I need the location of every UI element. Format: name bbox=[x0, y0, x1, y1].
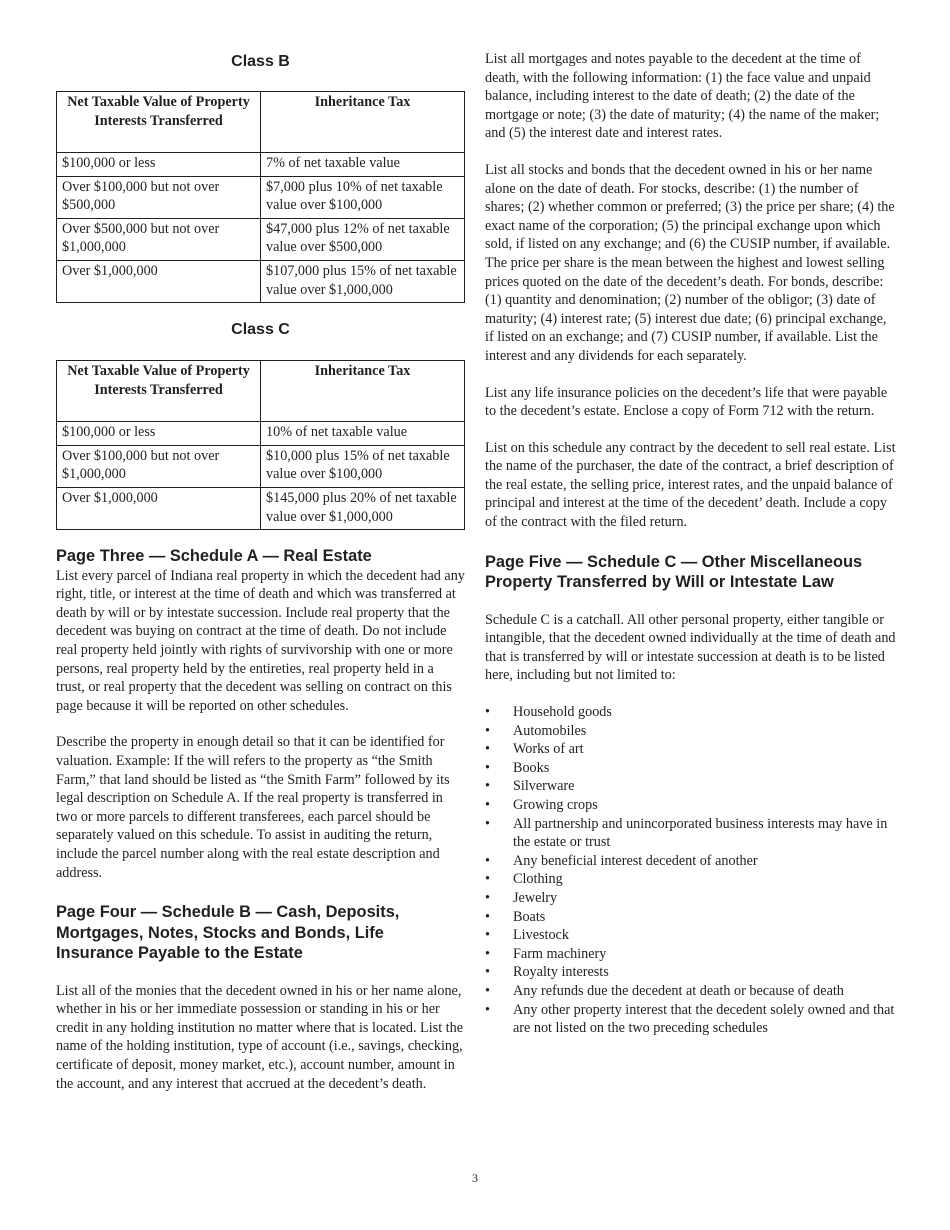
list-item: • Boats bbox=[485, 908, 897, 927]
table-cell: $145,000 plus 20% of net taxable value over $1,000,000 bbox=[261, 487, 465, 529]
list-item: • Clothing bbox=[485, 870, 897, 889]
table-row bbox=[57, 176, 465, 218]
table-cell: Over $100,000 but not over $500,000 bbox=[57, 176, 261, 218]
table-row bbox=[57, 487, 465, 529]
table-cell: Over $1,000,000 bbox=[57, 487, 261, 529]
table-cell: $100,000 or less bbox=[57, 153, 261, 177]
table-row bbox=[57, 260, 465, 302]
class-c-table bbox=[56, 360, 465, 530]
table-row bbox=[57, 153, 465, 177]
schedule-a-heading: Page Three — Schedule A — Real Estate bbox=[56, 547, 372, 566]
left-column bbox=[56, 50, 465, 1093]
column-header: Net Taxable Value of Property Interests Transferred bbox=[57, 361, 261, 422]
table-cell: Over $100,000 but not over $1,000,000 bbox=[57, 445, 261, 487]
list-item: • Growing crops bbox=[485, 796, 897, 815]
column-header: Inheritance Tax bbox=[261, 92, 465, 153]
schedule-c-list bbox=[485, 703, 897, 1038]
list-item: • Books bbox=[485, 759, 897, 778]
table-cell: $7,000 plus 10% of net taxable value over $100,000 bbox=[261, 176, 465, 218]
schedule-c-heading: Page Five — Schedule C — Other Miscellaneous Property Transferred by Will or Intestate Law bbox=[485, 552, 863, 592]
table-cell: Over $500,000 but not over $1,000,000 bbox=[57, 218, 261, 260]
class-b-table bbox=[56, 91, 465, 303]
list-item: • Silverware bbox=[485, 777, 897, 796]
schedule-b-paragraph: List all stocks and bonds that the decedent owned in his or her name alone on the date of death. For stocks, describe: (1) the number of shares; (2) whether common or preferred; (3) the price per share; (4) the exact name of the corporation; (5) the principal exchange upon which sold, if listed on any exchange; and (6) the CUSIP number, if available. The price per share is the mean between the highest and lowest selling prices quoted on the date of the decedent’s death. For bonds, describe: (1) quantity and denomination; (2) number of the obligor; (3) date of maturity; (4) interest rate; (5) interest due date; (6) principal exchange, if listed on an exchange; and (7) CUSIP number, if available. List the interest and any dividends for each separately. bbox=[485, 161, 895, 364]
column-header: Inheritance Tax bbox=[261, 361, 465, 422]
class-b-title: Class B bbox=[231, 53, 290, 70]
list-item: • Any beneficial interest decedent of another bbox=[485, 852, 897, 871]
list-item: • Farm machinery bbox=[485, 945, 897, 964]
schedule-b-heading: Page Four — Schedule B — Cash, Deposits, Mortgages, Notes, Stocks and Bonds, Life Insurance Payable to the Estate bbox=[56, 903, 400, 963]
table-header-row bbox=[57, 92, 465, 153]
schedule-b-paragraph: List on this schedule any contract by the decedent to sell real estate. List the name of the purchaser, the date of the contract, a brief description of the real estate, the selling price, interest rates, and the unpaid balance of principal and interest at the time of the decedent’ death. Include a copy of the contract with the filed return. bbox=[485, 439, 896, 531]
list-item: • Household goods bbox=[485, 703, 897, 722]
table-cell: $47,000 plus 12% of net taxable value over $500,000 bbox=[261, 218, 465, 260]
table-cell: 10% of net taxable value bbox=[261, 422, 465, 446]
table-cell: Over $1,000,000 bbox=[57, 260, 261, 302]
right-column bbox=[485, 50, 897, 1038]
schedule-b-paragraph: List all of the monies that the decedent owned in his or her name alone, whether in his or her immediate possession or standing in his or her credit in any holding institution no matter where that is located. List the name of the holding institution, type of account (i.e., savings, checking, certificate of deposit, money market, etc.), account number, amount in the account, and any interest that accrued at the decedent’s death. bbox=[56, 982, 464, 1092]
schedule-b-paragraph: List any life insurance policies on the decedent’s life that were payable to the decedent’s estate. Enclose a copy of Form 712 with the return. bbox=[485, 384, 888, 420]
list-item: • Any other property interest that the decedent solely owned and that are not listed on the two preceding schedules bbox=[485, 1001, 897, 1038]
list-item: • Any refunds due the decedent at death or because of death bbox=[485, 982, 897, 1001]
table-header-row bbox=[57, 361, 465, 422]
table-cell: $100,000 or less bbox=[57, 422, 261, 446]
schedule-c-paragraph: Schedule C is a catchall. All other personal property, either tangible or intangible, that the decedent owned individually at the time of death and that is transferred by will or intestate succession at death is to be listed here, including but not limited to: bbox=[485, 611, 896, 684]
table-row bbox=[57, 422, 465, 446]
class-c-title: Class C bbox=[231, 321, 290, 339]
schedule-a-paragraph: List every parcel of Indiana real property in which the decedent had any right, title, or interest at the time of death and which was transferred at death by will or by intestate succession. Include real property that the decedent was buying on contract at the time of death. Do not include real property held jointly with rights of survivorship with one or more persons, real property held by the entireties, real property held in a trust, or real property that the decedent was selling on contract on this page because it will be reported on other schedules. bbox=[56, 567, 465, 714]
schedule-a-paragraph: Describe the property in enough detail so that it can be identified for valuation. Example: If the will refers to the property as “the Smith Farm,” that land should be listed as “the Smith Farm” followed by its legal description on Schedule A. If the real property is transferred in two or more parcels to different transferees, each parcel should be separately valued on this schedule. To assist in auditing the return, include the parcel number along with the real estate description and address. bbox=[56, 734, 450, 881]
page-number: 3 bbox=[472, 1171, 478, 1185]
list-item: • All partnership and unincorporated business interests may have in the estate or trust bbox=[485, 815, 897, 852]
table-row bbox=[57, 445, 465, 487]
table-row bbox=[57, 218, 465, 260]
list-item: • Royalty interests bbox=[485, 963, 897, 982]
list-item: • Livestock bbox=[485, 926, 897, 945]
table-cell: $10,000 plus 15% of net taxable value over $100,000 bbox=[261, 445, 465, 487]
list-item: • Jewelry bbox=[485, 889, 897, 908]
table-cell: 7% of net taxable value bbox=[261, 153, 465, 177]
column-header: Net Taxable Value of Property Interests Transferred bbox=[57, 92, 261, 153]
list-item: • Automobiles bbox=[485, 722, 897, 741]
table-cell: $107,000 plus 15% of net taxable value over $1,000,000 bbox=[261, 260, 465, 302]
list-item: • Works of art bbox=[485, 740, 897, 759]
schedule-b-paragraph: List all mortgages and notes payable to the decedent at the time of death, with the following information: (1) the face value and unpaid balance, including interest to the date of death; (2) the date of the mortgage or note; (3) the date of maturity; (4) the name of the maker; and (5) the interest date and interest rates. bbox=[485, 51, 880, 142]
